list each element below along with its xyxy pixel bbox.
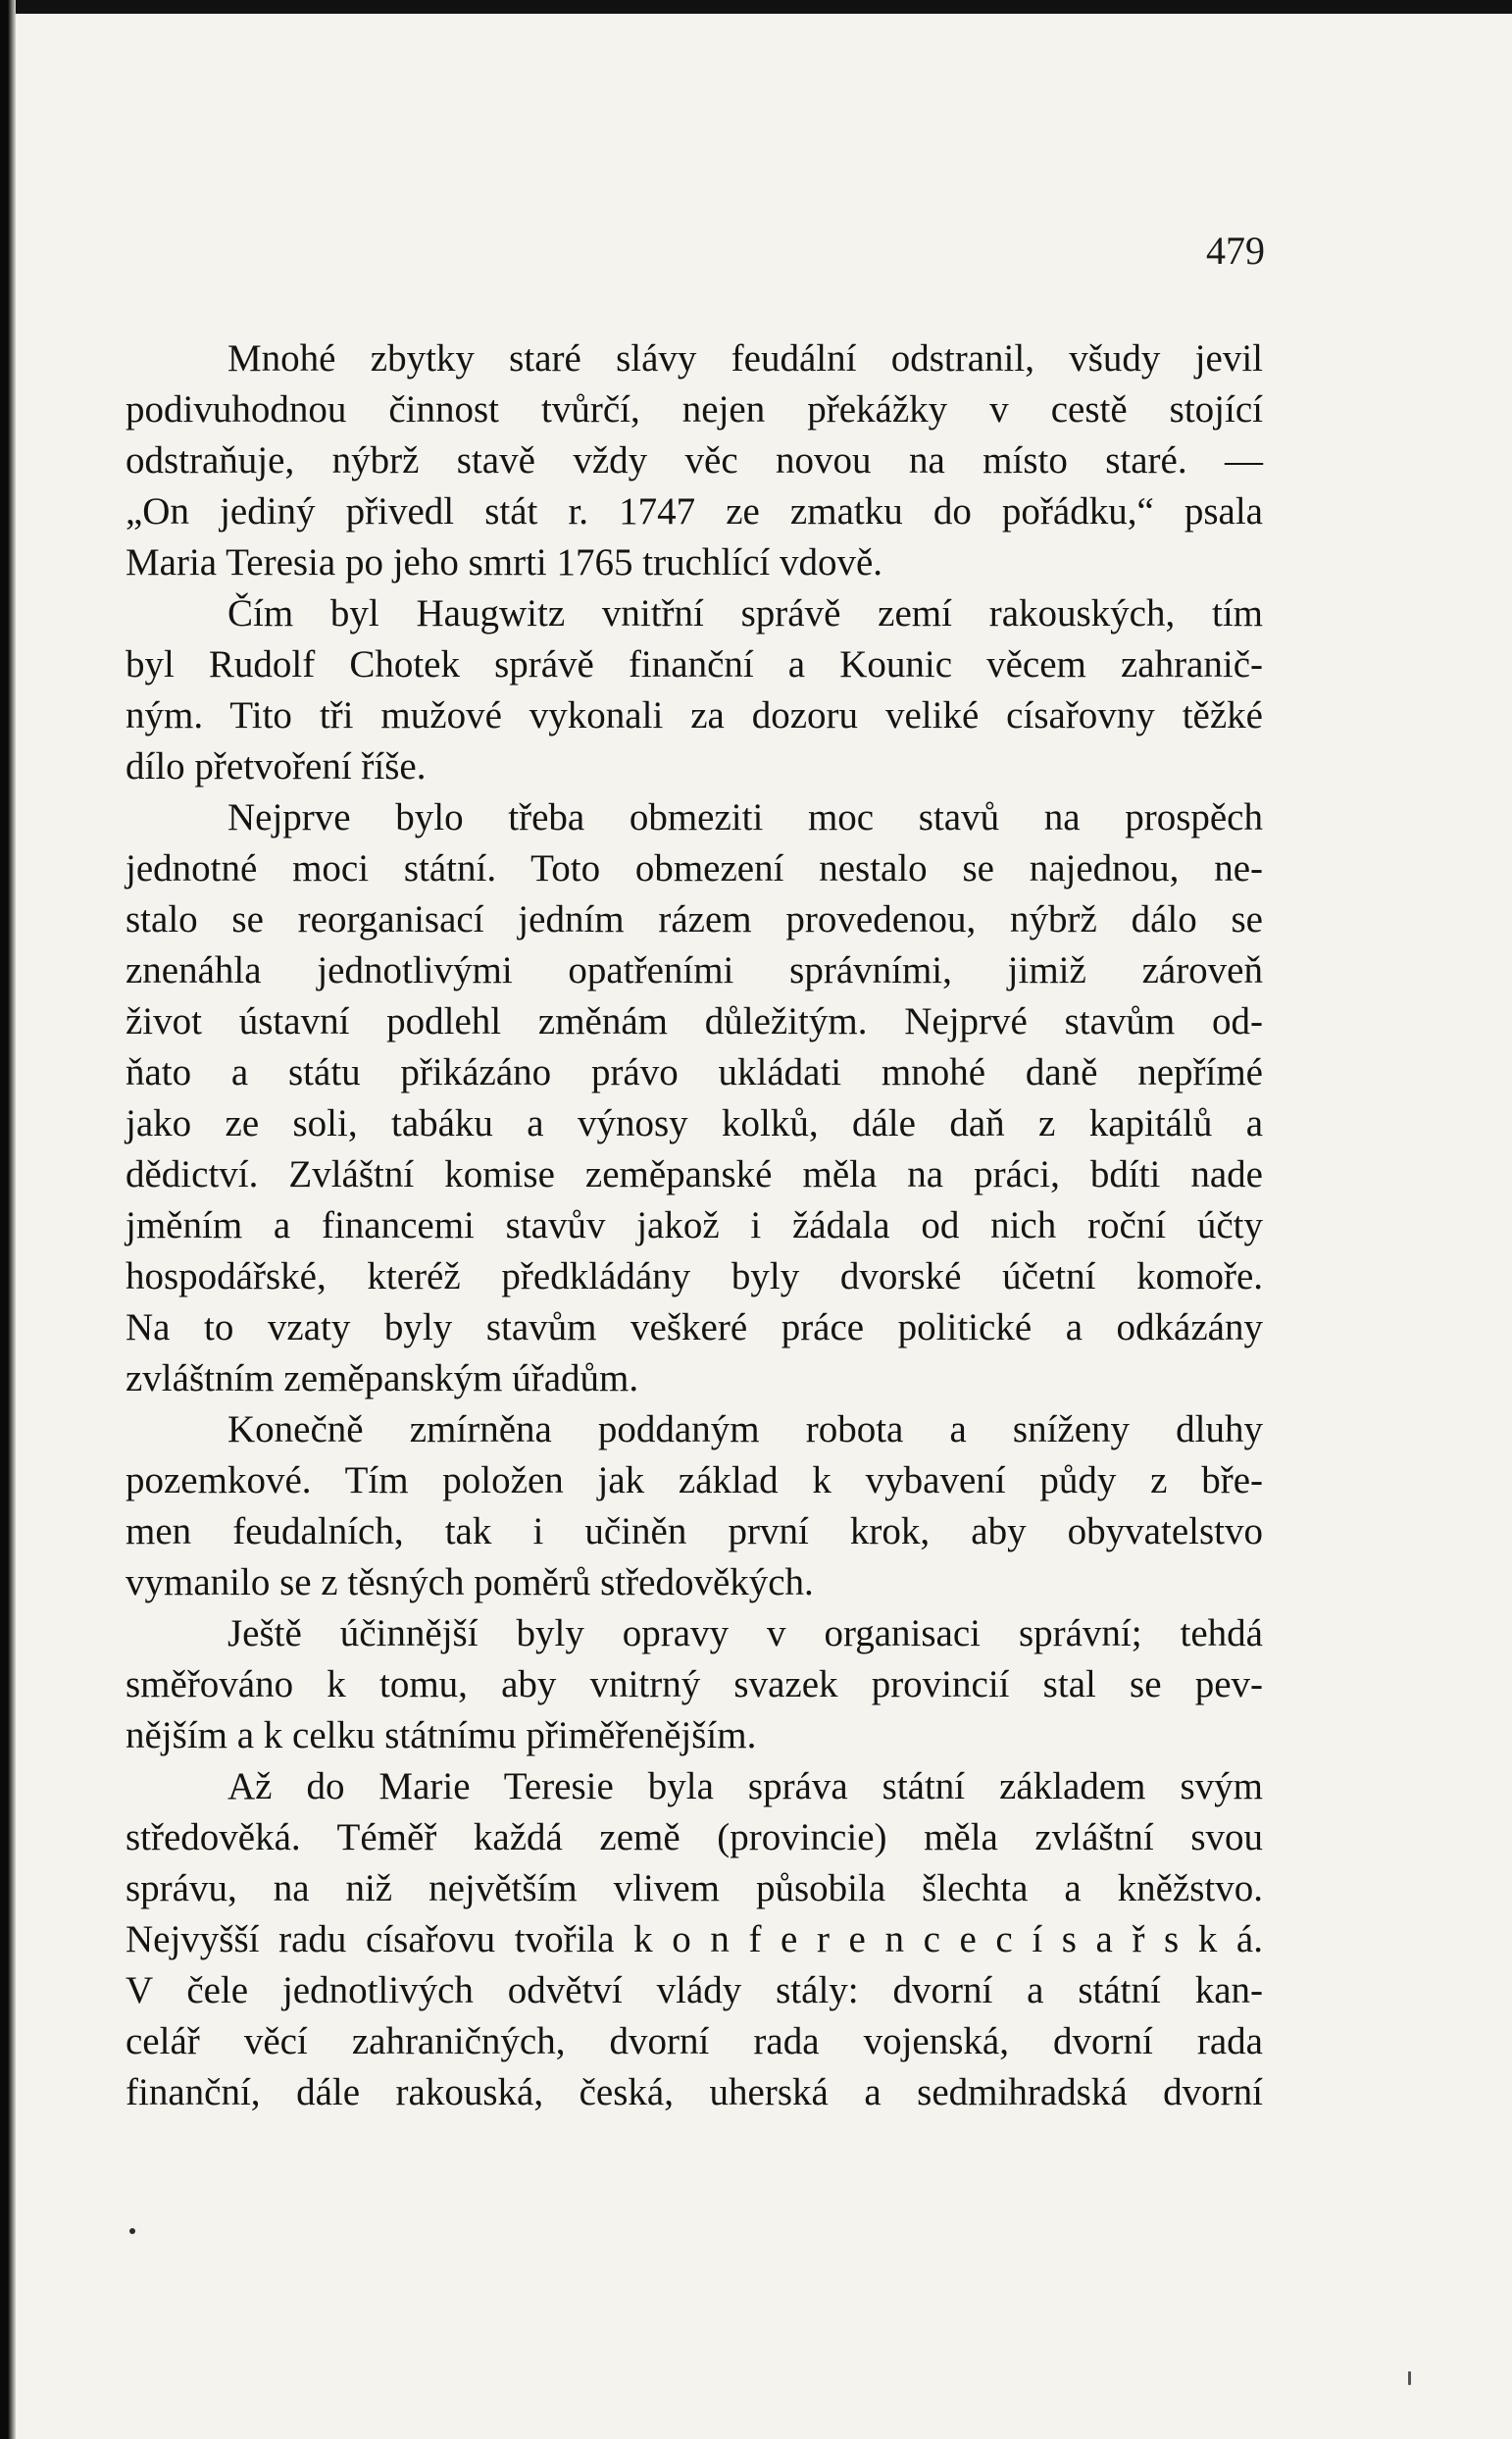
page-number: 479 (1206, 229, 1265, 273)
scan-top-edge (0, 0, 1512, 14)
text-line: nějším a k celku státnímu přiměřenějším. (126, 1714, 757, 1756)
text-line: Nejprve bylo třeba obmeziti moc stavů na prospěch (227, 796, 1263, 838)
text-line: V čele jednotlivých odvětví vlády stály: dvorní a státní kan- (126, 1969, 1263, 2011)
print-speck (1408, 2371, 1411, 2385)
text-line: jako ze soli, tabáku a výnosy kolků, dále daň z kapitálů a (126, 1102, 1263, 1144)
text-line: Maria Teresia po jeho smrti 1765 truchlící vdově. (126, 541, 883, 584)
text-line: pozemkové. Tím položen jak základ k vybavení půdy z bře- (126, 1459, 1263, 1501)
text-line: men feudalních, tak i učiněn první krok, aby obyvatelstvo (126, 1510, 1263, 1552)
text-line: Ještě účinnější byly opravy v organisaci správní; tehdá (227, 1612, 1263, 1654)
text-line: finanční, dále rakouská, česká, uherská a sedmihradská dvorní (126, 2071, 1263, 2113)
text-line: Mnohé zbytky staré slávy feudální odstranil, všudy jevil (227, 337, 1263, 380)
text-line: podivuhodnou činnost tvůrčí, nejen překážky v cestě stojící (126, 388, 1263, 431)
text-line: ňato a státu přikázáno právo ukládati mnohé daně nepřímé (126, 1051, 1263, 1093)
text-line: jednotné moci státní. Toto obmezení nestalo se najednou, ne- (126, 847, 1263, 889)
scan-left-edge (0, 0, 16, 2439)
text-line: dílo přetvoření říše. (126, 745, 427, 788)
text-line: život ústavní podlehl změnám důležitým. Nejprvé stavům od- (126, 1000, 1263, 1042)
text-line: hospodářské, kteréž předkládány byly dvorské účetní komoře. (126, 1255, 1263, 1297)
text-line: Čím byl Haugwitz vnitřní správě zemí rakouských, tím (227, 592, 1263, 635)
text-line: správu, na niž největším vlivem působila šlechta a kněžstvo. (126, 1867, 1263, 1909)
text-line: vymanilo se z těsných poměrů středověkých. (126, 1561, 814, 1603)
text-line: Nejvyšší radu císařovu tvořila k o n f e r e n c e c í s a ř s k á. (126, 1918, 1263, 1960)
text-line: byl Rudolf Chotek správě finanční a Kounic věcem zahranič- (126, 643, 1263, 686)
text-line: dědictví. Zvláštní komise zeměpanské měla na práci, bdíti nade (126, 1153, 1263, 1195)
print-speck (129, 2228, 135, 2234)
text-line: středověká. Téměř každá země (provincie) měla zvláštní svou (126, 1816, 1263, 1858)
text-line: Až do Marie Teresie byla správa státní základem svým (227, 1765, 1263, 1807)
text-line: zvláštním zeměpanským úřadům. (126, 1357, 639, 1399)
text-line: jměním a financemi stavův jakož i žádala od nich roční účty (126, 1204, 1263, 1246)
text-line: směřováno k tomu, aby vnitrný svazek provincií stal se pev- (126, 1663, 1263, 1705)
text-line: Na to vzaty byly stavům veškeré práce politické a odkázány (126, 1306, 1263, 1348)
text-line: Konečně zmírněna poddaným robota a sníženy dluhy (227, 1408, 1263, 1450)
body-text (126, 333, 1263, 2118)
text-line: celář věcí zahraničných, dvorní rada vojenská, dvorní rada (126, 2020, 1263, 2062)
text-line: znenáhla jednotlivými opatřeními správními, jimiž zároveň (126, 949, 1263, 991)
text-line: ným. Tito tři mužové vykonali za dozoru veliké císařovny těžké (126, 694, 1263, 737)
text-line: „On jediný přivedl stát r. 1747 ze zmatku do pořádku,“ psala (126, 490, 1263, 533)
text-line: stalo se reorganisací jedním rázem provedenou, nýbrž dálo se (126, 898, 1263, 940)
text-line: odstraňuje, nýbrž stavě vždy věc novou na místo staré. — (126, 439, 1263, 482)
